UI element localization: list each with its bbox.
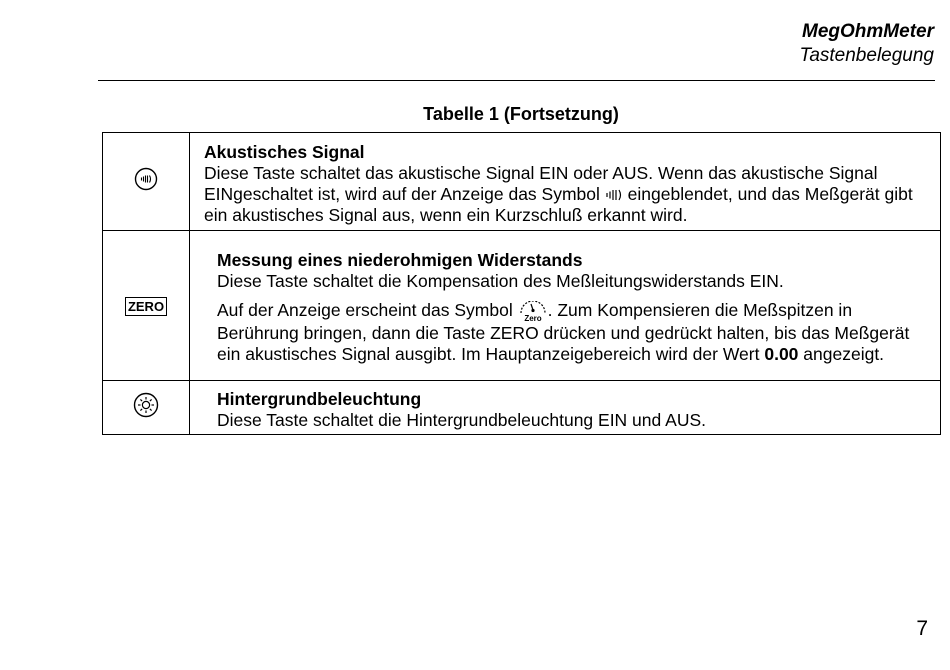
- beeper-symbol-icon: [605, 188, 623, 202]
- icon-cell: [103, 133, 190, 231]
- table-caption: Tabelle 1 (Fortsetzung): [423, 104, 619, 124]
- zero-key-icon: ZERO: [125, 297, 167, 316]
- row-text: Diese Taste schaltet die Hintergrundbeleuchtung EIN und AUS.: [217, 409, 707, 430]
- description-cell: [190, 133, 941, 231]
- table-row: [103, 231, 941, 381]
- text-part: Auf der Anzeige erscheint das Symbol: [217, 300, 513, 321]
- description-cell: [190, 381, 941, 435]
- beeper-icon: [134, 167, 158, 191]
- table-row: [103, 381, 941, 435]
- backlight-icon: [133, 392, 159, 418]
- row-heading: Hintergrundbeleuchtung: [217, 388, 422, 409]
- header-subtitle: Tastenbelegung: [799, 45, 934, 66]
- page-number: 7: [916, 617, 928, 640]
- key-table: [102, 132, 941, 435]
- row-heading: Akustisches Signal: [204, 141, 365, 162]
- text-part: eingeblendet, und das Meßgerät gibt ein akustisches Signal aus, wenn ein Kurzschluß erkannt wird.: [204, 183, 913, 225]
- zero-compensation-icon: [518, 301, 548, 323]
- row-text: [204, 163, 926, 226]
- table-row: [103, 133, 941, 231]
- page-header: [799, 20, 934, 68]
- text-part: angezeigt.: [803, 343, 885, 364]
- header-divider: [98, 80, 935, 81]
- row-paragraph: [217, 300, 926, 364]
- header-title: MegOhmMeter: [802, 21, 934, 42]
- icon-cell: [103, 381, 190, 435]
- text-part: Diese Taste schaltet das akustische Signal EIN oder AUS. Wenn das akustische Signal EINgeschaltet ist, wird auf der Anzeige das Symbol: [204, 162, 878, 204]
- text-part: . Zum Kompensieren die Meßspitzen in Berührung bringen, dann die Taste ZERO drücken und gedrückt halten, bis das Meßgerät ein akustisches Signal ausgibt. Im Hauptanzeigebereich wird der Wert: [217, 300, 910, 364]
- icon-cell: [103, 231, 190, 381]
- row-heading: Messung eines niederohmigen Widerstands: [217, 250, 583, 271]
- row-text: Diese Taste schaltet die Kompensation des Meßleitungswiderstands EIN.: [217, 271, 784, 292]
- description-cell: [190, 231, 941, 381]
- svg-text:Zero: Zero: [523, 313, 542, 323]
- display-value: 0.00: [764, 343, 799, 364]
